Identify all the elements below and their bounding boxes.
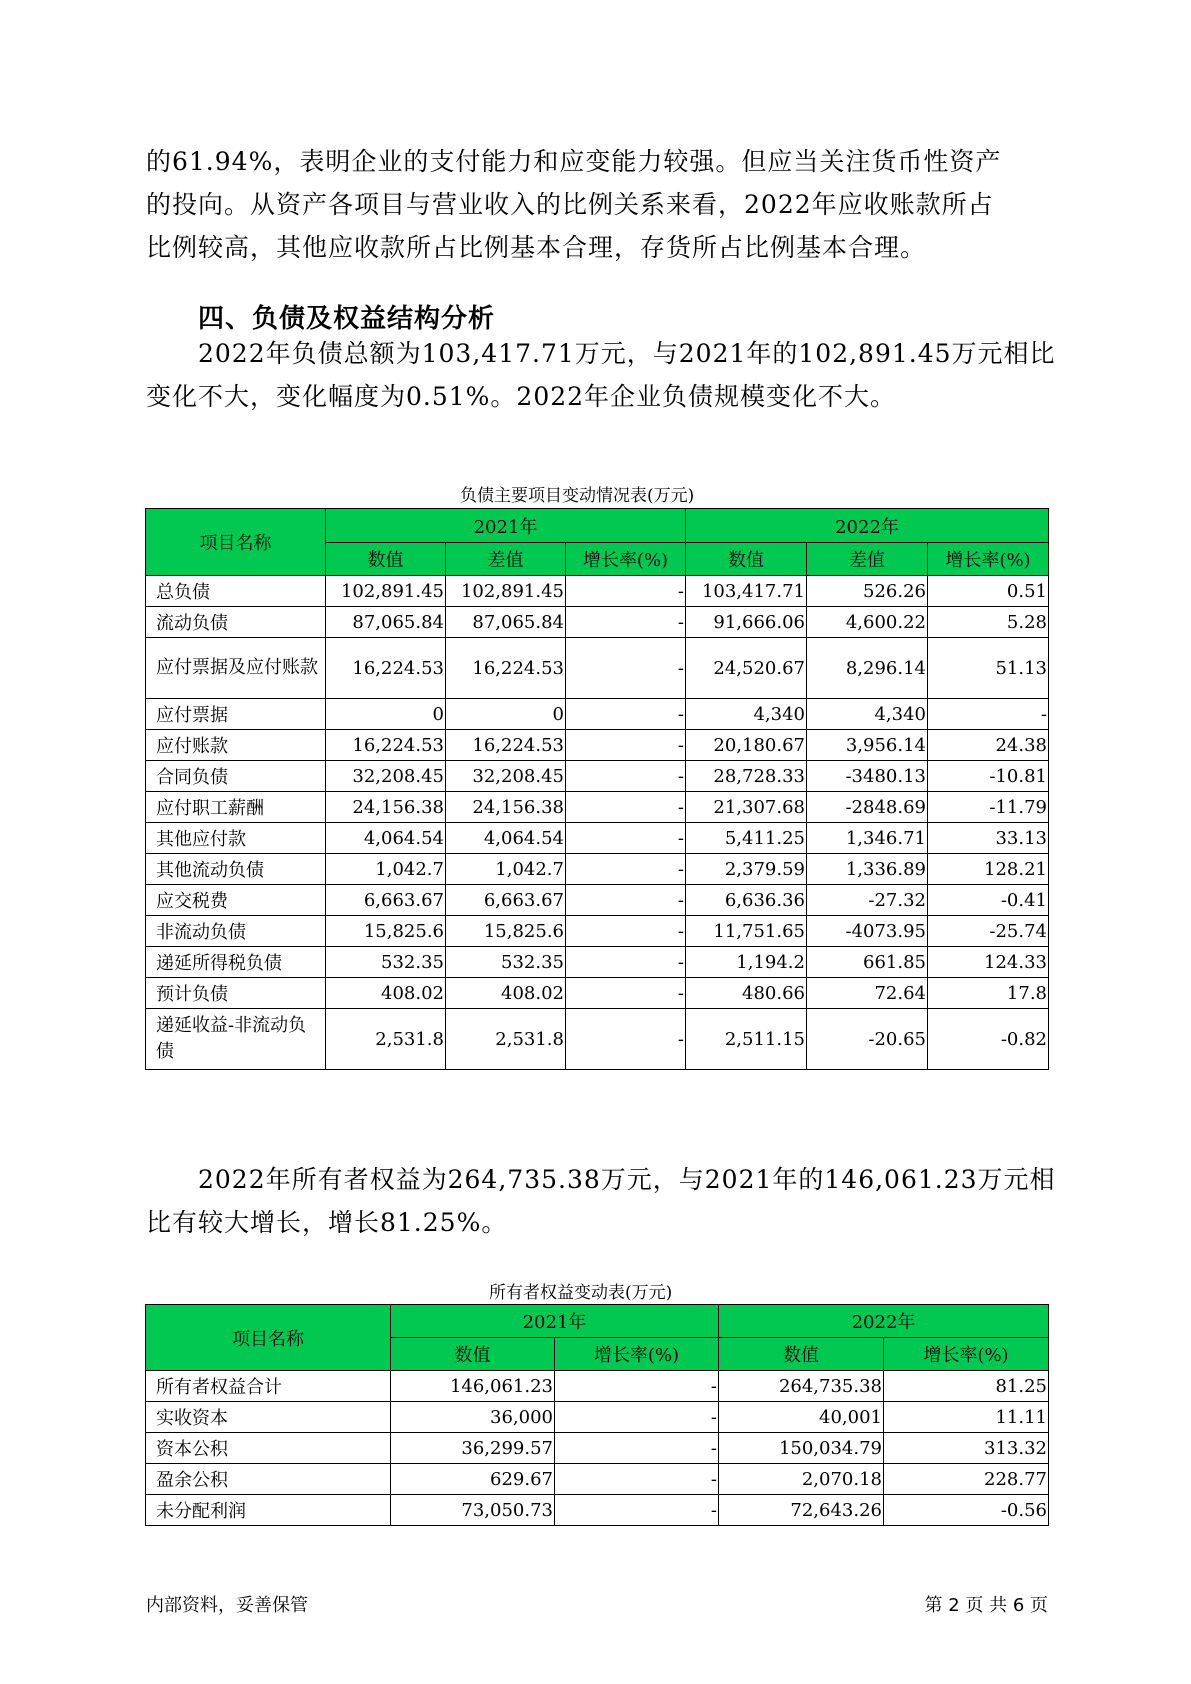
cell-g1: - bbox=[566, 978, 686, 1009]
cell-v2: 103,417.71 bbox=[686, 576, 807, 607]
row-label: 应付职工薪酬 bbox=[146, 792, 326, 823]
cell-g1: - bbox=[566, 885, 686, 916]
cell-d2: -4073.95 bbox=[807, 916, 928, 947]
cell-v2: 1,194.2 bbox=[686, 947, 807, 978]
cell-g2: 128.21 bbox=[928, 854, 1049, 885]
cell-g2: -0.56 bbox=[884, 1495, 1049, 1526]
cell-v1: 32,208.45 bbox=[326, 761, 446, 792]
table-row bbox=[146, 978, 1049, 1009]
cell-v2: 264,735.38 bbox=[719, 1371, 884, 1402]
cell-g2: 81.25 bbox=[884, 1371, 1049, 1402]
cell-d2: -27.32 bbox=[807, 885, 928, 916]
cell-g1: - bbox=[566, 916, 686, 947]
cell-v1: 16,224.53 bbox=[326, 638, 446, 699]
cell-g2: - bbox=[928, 699, 1049, 730]
cell-g1: - bbox=[566, 730, 686, 761]
cell-d2: 526.26 bbox=[807, 576, 928, 607]
cell-g2: -11.79 bbox=[928, 792, 1049, 823]
cell-g1: - bbox=[566, 1009, 686, 1070]
table-row bbox=[146, 638, 1049, 699]
table-row bbox=[146, 1009, 1049, 1070]
liability-subheader: 增长率(%) bbox=[928, 543, 1049, 576]
cell-g2: -0.41 bbox=[928, 885, 1049, 916]
cell-d1: 32,208.45 bbox=[446, 761, 566, 792]
cell-v1: 1,042.7 bbox=[326, 854, 446, 885]
cell-d1: 15,825.6 bbox=[446, 916, 566, 947]
cell-d2: 72.64 bbox=[807, 978, 928, 1009]
cell-g1: - bbox=[566, 947, 686, 978]
cell-v1: 16,224.53 bbox=[326, 730, 446, 761]
liability-header-year-2021: 2021年 bbox=[326, 509, 686, 543]
cell-g2: -25.74 bbox=[928, 916, 1049, 947]
table-row bbox=[146, 730, 1049, 761]
cell-v1: 4,064.54 bbox=[326, 823, 446, 854]
liability-table-caption: 负债主要项目变动情况表(万元) bbox=[460, 486, 695, 506]
intro-line: 的61.94%，表明企业的支付能力和应变能力较强。但应当关注货币性资产 bbox=[146, 147, 1002, 176]
cell-g2: 228.77 bbox=[884, 1464, 1049, 1495]
cell-v1: 2,531.8 bbox=[326, 1009, 446, 1070]
row-label: 所有者权益合计 bbox=[146, 1371, 391, 1402]
row-label: 未分配利润 bbox=[146, 1495, 391, 1526]
liability-header-year-2022: 2022年 bbox=[686, 509, 1049, 543]
cell-d1: 102,891.45 bbox=[446, 576, 566, 607]
table-row bbox=[146, 699, 1049, 730]
cell-g1: - bbox=[566, 854, 686, 885]
cell-g1: - bbox=[566, 699, 686, 730]
table-row bbox=[146, 1371, 1049, 1402]
cell-v1: 629.67 bbox=[391, 1464, 555, 1495]
cell-g2: 313.32 bbox=[884, 1433, 1049, 1464]
equity-header-year-2021: 2021年 bbox=[391, 1305, 719, 1338]
intro-paragraph bbox=[146, 140, 1046, 269]
table-row bbox=[146, 1464, 1049, 1495]
cell-v2: 40,001 bbox=[719, 1402, 884, 1433]
cell-v1: 24,156.38 bbox=[326, 792, 446, 823]
cell-d2: 4,340 bbox=[807, 699, 928, 730]
cell-d1: 6,663.67 bbox=[446, 885, 566, 916]
cell-v2: 6,636.36 bbox=[686, 885, 807, 916]
cell-d1: 0 bbox=[446, 699, 566, 730]
cell-g1: - bbox=[566, 761, 686, 792]
cell-g1: - bbox=[566, 823, 686, 854]
cell-g2: 51.13 bbox=[928, 638, 1049, 699]
cell-v1: 6,663.67 bbox=[326, 885, 446, 916]
table-row bbox=[146, 1433, 1049, 1464]
cell-v2: 20,180.67 bbox=[686, 730, 807, 761]
cell-v2: 2,511.15 bbox=[686, 1009, 807, 1070]
cell-g2: 17.8 bbox=[928, 978, 1049, 1009]
cell-g2: 5.28 bbox=[928, 607, 1049, 638]
cell-d2: 1,346.71 bbox=[807, 823, 928, 854]
equity-subheader: 增长率(%) bbox=[884, 1338, 1049, 1371]
cell-v1: 102,891.45 bbox=[326, 576, 446, 607]
cell-v1: 15,825.6 bbox=[326, 916, 446, 947]
cell-d1: 1,042.7 bbox=[446, 854, 566, 885]
cell-v1: 73,050.73 bbox=[391, 1495, 555, 1526]
table-row bbox=[146, 854, 1049, 885]
cell-d2: 8,296.14 bbox=[807, 638, 928, 699]
row-label: 资本公积 bbox=[146, 1433, 391, 1464]
cell-g2: -0.82 bbox=[928, 1009, 1049, 1070]
cell-d2: -20.65 bbox=[807, 1009, 928, 1070]
cell-v2: 11,751.65 bbox=[686, 916, 807, 947]
cell-g1: - bbox=[555, 1464, 719, 1495]
cell-g2: 124.33 bbox=[928, 947, 1049, 978]
row-label: 应交税费 bbox=[146, 885, 326, 916]
cell-g1: - bbox=[555, 1433, 719, 1464]
cell-g1: - bbox=[555, 1495, 719, 1526]
table-row bbox=[146, 576, 1049, 607]
section-heading: 四、负债及权益结构分析 bbox=[198, 304, 496, 334]
row-label: 应付票据及应付账款 bbox=[146, 638, 326, 699]
equity-subheader: 增长率(%) bbox=[555, 1338, 719, 1371]
row-label: 递延所得税负债 bbox=[146, 947, 326, 978]
equity-paragraph bbox=[146, 1158, 1056, 1244]
liability-subheader: 数值 bbox=[326, 543, 446, 576]
cell-d2: -2848.69 bbox=[807, 792, 928, 823]
cell-d1: 16,224.53 bbox=[446, 638, 566, 699]
cell-g2: -10.81 bbox=[928, 761, 1049, 792]
cell-g1: - bbox=[566, 576, 686, 607]
row-label: 非流动负债 bbox=[146, 916, 326, 947]
intro-line: 比例较高，其他应收款所占比例基本合理，存货所占比例基本合理。 bbox=[146, 233, 927, 262]
liability-subheader: 差值 bbox=[446, 543, 566, 576]
footer-note: 内部资料，妥善保管 bbox=[146, 1595, 308, 1616]
cell-v1: 36,000 bbox=[391, 1402, 555, 1433]
equity-line: 2022年所有者权益为264,735.38万元，与2021年的146,061.23万元相 bbox=[198, 1165, 1056, 1194]
cell-g2: 0.51 bbox=[928, 576, 1049, 607]
cell-v2: 4,340 bbox=[686, 699, 807, 730]
cell-d2: -3480.13 bbox=[807, 761, 928, 792]
equity-table-caption: 所有者权益变动表(万元) bbox=[489, 1283, 673, 1303]
row-label: 其他应付款 bbox=[146, 823, 326, 854]
cell-d1: 4,064.54 bbox=[446, 823, 566, 854]
table-row bbox=[146, 823, 1049, 854]
row-label: 递延收益-非流动负债 bbox=[146, 1009, 326, 1070]
cell-d1: 87,065.84 bbox=[446, 607, 566, 638]
equity-table bbox=[145, 1304, 1049, 1526]
table-row bbox=[146, 792, 1049, 823]
table-row bbox=[146, 607, 1049, 638]
equity-line: 比有较大增长，增长81.25%。 bbox=[146, 1208, 508, 1237]
cell-v1: 532.35 bbox=[326, 947, 446, 978]
row-label: 盈余公积 bbox=[146, 1464, 391, 1495]
cell-g1: - bbox=[566, 638, 686, 699]
row-label: 应付票据 bbox=[146, 699, 326, 730]
cell-g2: 24.38 bbox=[928, 730, 1049, 761]
equity-header-year-2022: 2022年 bbox=[719, 1305, 1049, 1338]
cell-v2: 2,379.59 bbox=[686, 854, 807, 885]
cell-v1: 0 bbox=[326, 699, 446, 730]
row-label: 实收资本 bbox=[146, 1402, 391, 1433]
table-row bbox=[146, 916, 1049, 947]
cell-g1: - bbox=[566, 792, 686, 823]
row-label: 合同负债 bbox=[146, 761, 326, 792]
equity-header-name: 项目名称 bbox=[146, 1305, 391, 1371]
cell-g2: 11.11 bbox=[884, 1402, 1049, 1433]
row-label: 总负债 bbox=[146, 576, 326, 607]
liability-subheader: 数值 bbox=[686, 543, 807, 576]
cell-v2: 21,307.68 bbox=[686, 792, 807, 823]
table-row bbox=[146, 947, 1049, 978]
cell-d1: 24,156.38 bbox=[446, 792, 566, 823]
cell-d2: 4,600.22 bbox=[807, 607, 928, 638]
table-row bbox=[146, 761, 1049, 792]
row-label: 流动负债 bbox=[146, 607, 326, 638]
cell-g1: - bbox=[555, 1402, 719, 1433]
row-label: 预计负债 bbox=[146, 978, 326, 1009]
cell-v2: 91,666.06 bbox=[686, 607, 807, 638]
table-row bbox=[146, 1495, 1049, 1526]
equity-subheader: 数值 bbox=[391, 1338, 555, 1371]
cell-v2: 480.66 bbox=[686, 978, 807, 1009]
cell-g1: - bbox=[566, 607, 686, 638]
liability-subheader: 增长率(%) bbox=[566, 543, 686, 576]
cell-v1: 36,299.57 bbox=[391, 1433, 555, 1464]
liability-paragraph bbox=[146, 332, 1056, 418]
cell-d2: 661.85 bbox=[807, 947, 928, 978]
cell-d1: 408.02 bbox=[446, 978, 566, 1009]
cell-g1: - bbox=[555, 1371, 719, 1402]
liability-header-name: 项目名称 bbox=[146, 509, 326, 576]
cell-v2: 5,411.25 bbox=[686, 823, 807, 854]
cell-v2: 2,070.18 bbox=[719, 1464, 884, 1495]
page-number: 第 2 页 共 6 页 bbox=[924, 1595, 1048, 1616]
cell-v1: 146,061.23 bbox=[391, 1371, 555, 1402]
liability-table bbox=[145, 508, 1049, 1070]
intro-line: 的投向。从资产各项目与营业收入的比例关系来看，2022年应收账款所占 bbox=[146, 190, 994, 219]
liability-subheader: 差值 bbox=[807, 543, 928, 576]
cell-d1: 2,531.8 bbox=[446, 1009, 566, 1070]
table-row bbox=[146, 885, 1049, 916]
liability-line: 2022年负债总额为103,417.71万元，与2021年的102,891.45万元相比 bbox=[198, 339, 1056, 368]
cell-v1: 87,065.84 bbox=[326, 607, 446, 638]
cell-v2: 150,034.79 bbox=[719, 1433, 884, 1464]
cell-v2: 24,520.67 bbox=[686, 638, 807, 699]
liability-line: 变化不大，变化幅度为0.51%。2022年企业负债规模变化不大。 bbox=[146, 382, 897, 411]
cell-v1: 408.02 bbox=[326, 978, 446, 1009]
cell-d2: 3,956.14 bbox=[807, 730, 928, 761]
cell-d2: 1,336.89 bbox=[807, 854, 928, 885]
row-label: 应付账款 bbox=[146, 730, 326, 761]
equity-subheader: 数值 bbox=[719, 1338, 884, 1371]
cell-d1: 532.35 bbox=[446, 947, 566, 978]
table-row bbox=[146, 1402, 1049, 1433]
cell-d1: 16,224.53 bbox=[446, 730, 566, 761]
row-label: 其他流动负债 bbox=[146, 854, 326, 885]
cell-g2: 33.13 bbox=[928, 823, 1049, 854]
cell-v2: 28,728.33 bbox=[686, 761, 807, 792]
cell-v2: 72,643.26 bbox=[719, 1495, 884, 1526]
